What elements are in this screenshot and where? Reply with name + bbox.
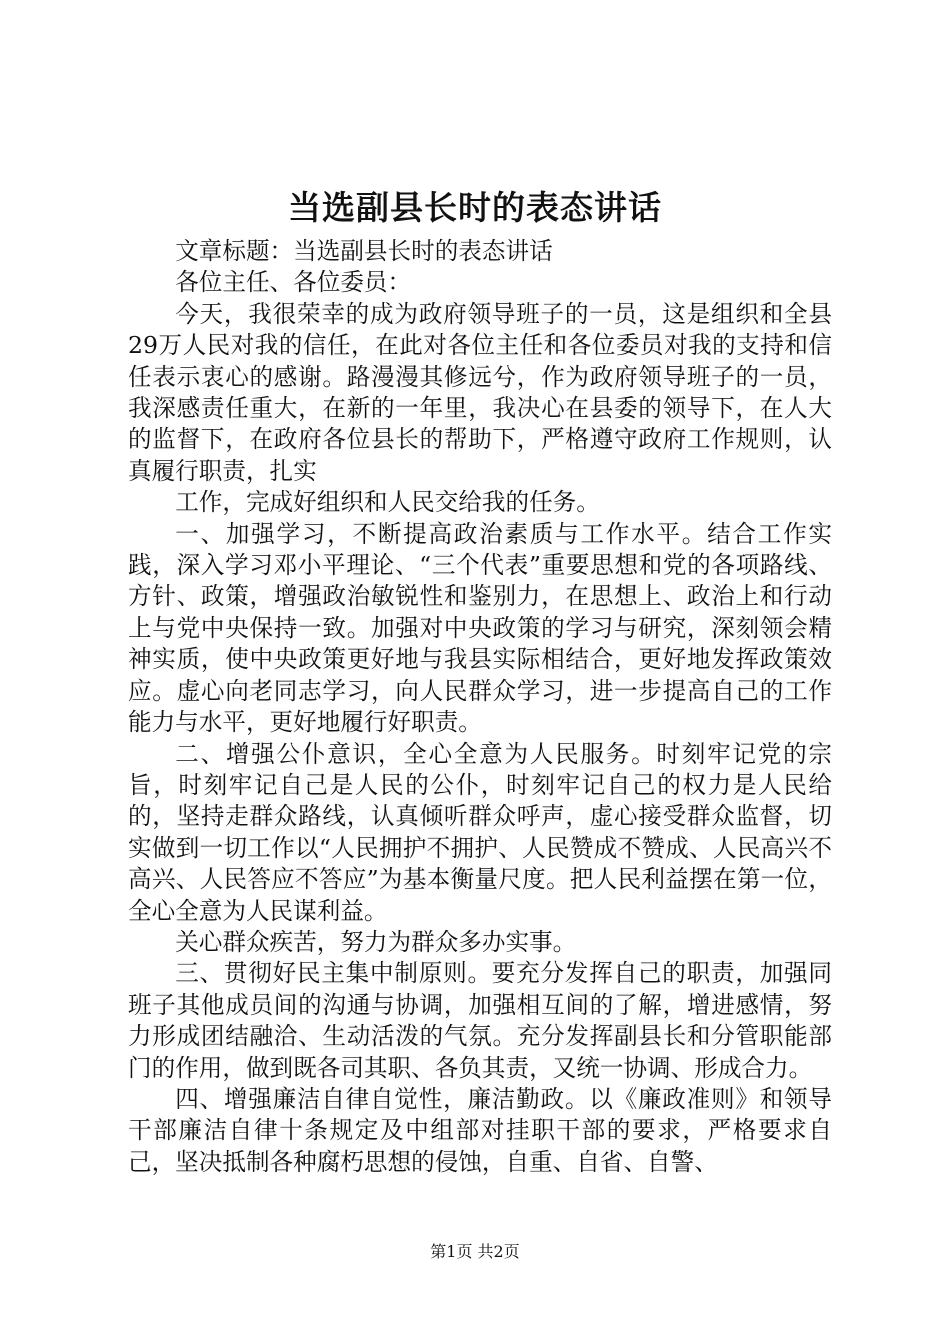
- paragraph-point-four: 四、增强廉洁自律自觉性，廉洁勤政。以《廉政准则》和领导干部廉洁自律十条规定及中组部对挂职干部的要求，严格要求自己，坚决抵制各种腐朽思想的侵蚀，自重、自省、自警、: [128, 1084, 832, 1176]
- paragraph-point-two-continued: 关心群众疾苦，努力为群众多办实事。: [175, 927, 577, 956]
- paragraph-intro: 今天，我很荣幸的成为政府领导班子的一员，这是组织和全县29万人民对我的信任，在此对各位主任和各位委员对我的支持和信任表示衷心的感谢。路漫漫其修远兮，作为政府领导班子的一员，我深感责任重大，在新的一年里，我决心在县委的领导下，在人大的监督下，在政府各位县长的帮助下，严格遵守政府工作规则，认真履行职责，扎实: [128, 299, 832, 485]
- paragraph-intro-continued: 工作，完成好组织和人民交给我的任务。: [175, 488, 600, 517]
- document-title: 当选副县长时的表态讲话: [288, 188, 662, 227]
- page-footer: 第1页 共2页: [430, 1242, 520, 1261]
- paragraph-point-one: 一、加强学习，不断提高政治素质与工作水平。结合工作实践，深入学习邓小平理论、“三个代表”重要思想和党的各项路线、方针、政策，增强政治敏锐性和鉴别力，在思想上、政治上和行动上与党中央保持一致。加强对中央政策的学习与研究，深刻领会精神实质，使中央政策更好地与我县实际相结合，更好地发挥政策效应。虚心向老同志学习，向人民群众学习，进一步提高自己的工作能力与水平，更好地履行好职责。: [128, 519, 832, 737]
- document-body: [128, 236, 832, 1178]
- paragraph-article-title: 文章标题：当选副县长时的表态讲话: [175, 237, 553, 265]
- paragraph-point-three: 三、贯彻好民主集中制原则。要充分发挥自己的职责，加强同班子其他成员间的沟通与协调，加强相互间的了解，增进感情，努力形成团结融洽、生动活泼的气氛。充分发挥副县长和分管职能部门的作用，做到既各司其职、各负其责，又统一协调、形成合力。: [128, 959, 832, 1082]
- paragraph-salutation: 各位主任、各位委员：: [175, 268, 412, 297]
- paragraph-point-two: 二、增强公仆意识，全心全意为人民服务。时刻牢记党的宗旨，时刻牢记自己是人民的公仆，时刻牢记自己的权力是人民给的，坚持走群众路线，认真倾听群众呼声，虚心接受群众监督，切实做到一切工作以“人民拥护不拥护、人民赞成不赞成、人民高兴不高兴、人民答应不答应”为基本衡量尺度。把人民利益摆在第一位，全心全意为人民谋利益。: [128, 739, 832, 925]
